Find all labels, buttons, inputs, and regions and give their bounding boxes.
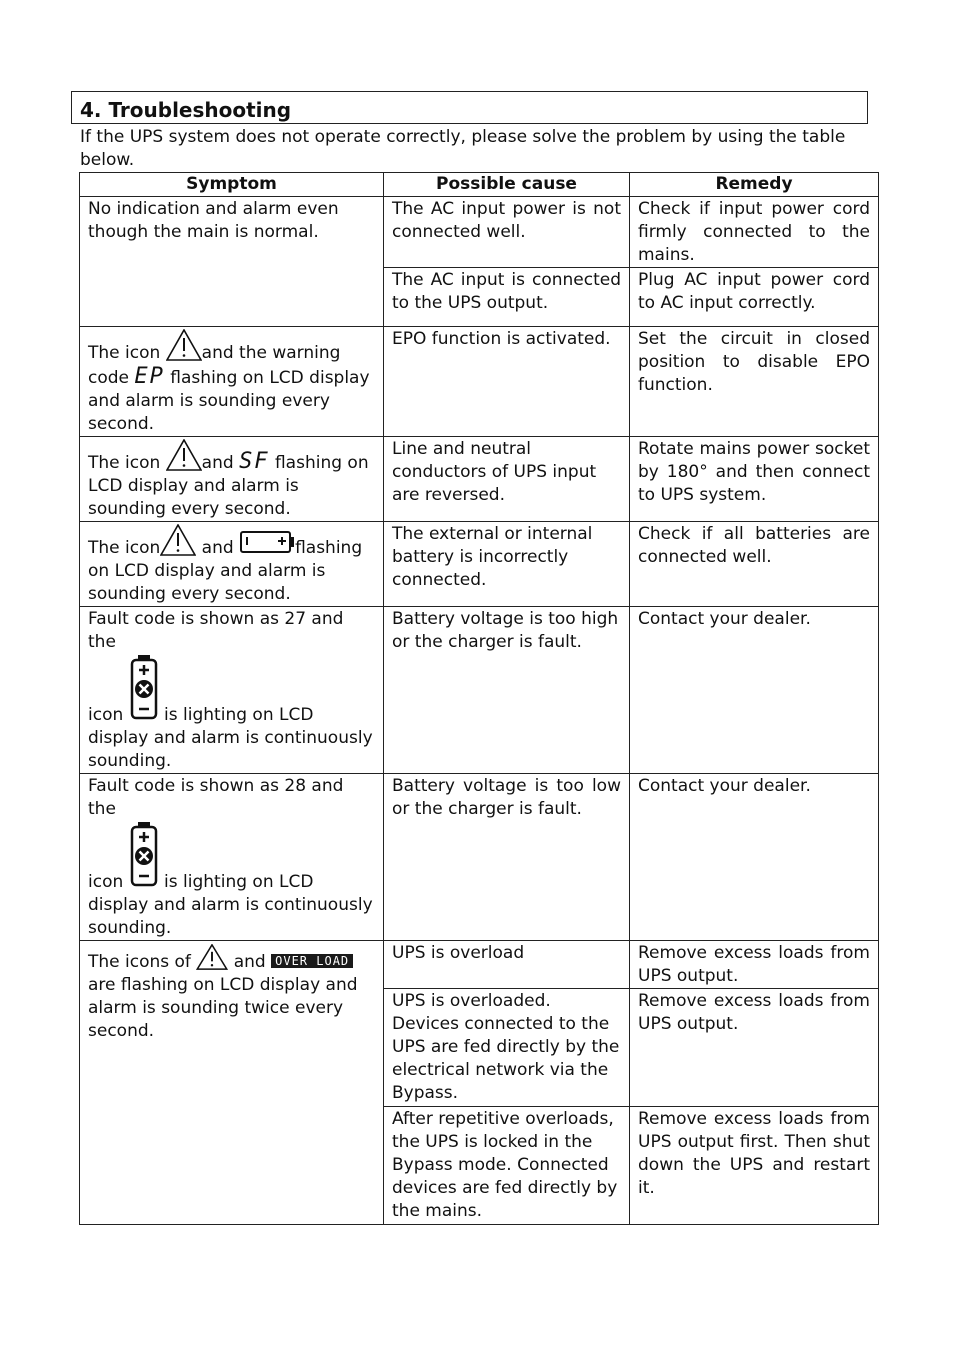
symptom-text: Fault code is shown as 28 and the: [88, 776, 344, 819]
warning-icon: [166, 329, 202, 361]
cause-cell: Line and neutral conductors of UPS input are reversed.: [384, 437, 630, 522]
remedy-cell: Plug AC input power cord to AC input correctly.: [630, 268, 879, 327]
cause-cell: The AC input is connected to the UPS output.: [384, 268, 630, 327]
symptom-text: The icons of: [88, 952, 197, 972]
remedy-cell: Set the circuit in closed position to disable EPO function.: [630, 327, 879, 437]
intro-text: If the UPS system does not operate correctly, please solve the problem by using the table below.: [80, 127, 846, 170]
table-row: [80, 327, 879, 437]
cause-cell: UPS is overloaded. Devices connected to the UPS are fed directly by the electrical network via the Bypass.: [384, 989, 630, 1107]
symptom-cell: [80, 774, 384, 941]
remedy-cell: Contact your dealer.: [630, 607, 879, 774]
symptom-cell: [80, 522, 384, 607]
cause-cell: EPO function is activated.: [384, 327, 630, 437]
troubleshooting-table: [79, 172, 879, 1225]
symptom-text: The icon: [88, 538, 161, 558]
warning-code: SF: [239, 449, 270, 474]
table-row: [80, 774, 879, 941]
warning-icon: [196, 944, 228, 970]
header-cause: Possible cause: [384, 173, 630, 197]
cause-cell: Battery voltage is too low or the charger is fault.: [384, 774, 630, 941]
symptom-text: icon: [88, 872, 129, 892]
symptom-cell: [80, 941, 384, 1225]
symptom-cell: [80, 437, 384, 522]
symptom-text: and: [201, 453, 240, 473]
table-row: [80, 607, 879, 774]
symptom-text: and: [196, 538, 240, 558]
symptom-text: The icon: [88, 343, 166, 363]
symptom-cell: No indication and alarm even though the main is normal.: [80, 197, 384, 327]
header-row: [80, 173, 879, 197]
section-title-box: [71, 91, 868, 124]
cause-cell: The external or internal battery is incorrectly connected.: [384, 522, 630, 607]
symptom-text: icon: [88, 705, 129, 725]
warning-icon: [166, 439, 202, 471]
header-symptom: Symptom: [80, 173, 384, 197]
cause-cell: Battery voltage is too high or the charger is fault.: [384, 607, 630, 774]
symptom-cell: [80, 327, 384, 437]
battery-icon: [239, 530, 295, 556]
table-row: [80, 941, 879, 989]
section-title: 4. Troubleshooting: [80, 98, 292, 122]
symptom-text: flashing on LCD display and alarm is sounding every second.: [88, 538, 363, 604]
warning-icon: [160, 524, 196, 556]
remedy-cell: Remove excess loads from UPS output first. Then shut down the UPS and restart it.: [630, 1107, 879, 1225]
symptom-text: is lighting on LCD display and alarm is continuously sounding.: [88, 705, 373, 771]
warning-code: EP: [134, 364, 165, 389]
table-row: [80, 522, 879, 607]
header-remedy: Remedy: [630, 173, 879, 197]
symptom-text: and: [228, 952, 272, 972]
remedy-cell: Rotate mains power socket by 180° and then connect to UPS system.: [630, 437, 879, 522]
cause-cell: After repetitive overloads, the UPS is locked in the Bypass mode. Connected devices are fed directly by the mains.: [384, 1107, 630, 1225]
table-row: [80, 197, 879, 268]
cause-cell: The AC input power is not connected well.: [384, 197, 630, 268]
remedy-cell: Contact your dealer.: [630, 774, 879, 941]
symptom-text: and the warning code: [88, 343, 341, 388]
battery-fault-icon: [129, 654, 159, 722]
symptom-cell: [80, 607, 384, 774]
remedy-cell: Check if all batteries are connected well.: [630, 522, 879, 607]
symptom-text: are flashing on LCD display and alarm is sounding twice every second.: [88, 975, 358, 1041]
remedy-cell: Remove excess loads from UPS output.: [630, 941, 879, 989]
remedy-cell: Check if input power cord firmly connected to the mains.: [630, 197, 879, 268]
symptom-text: flashing on LCD display and alarm is sounding every second.: [88, 368, 370, 434]
symptom-text: Fault code is shown as 27 and the: [88, 609, 344, 652]
table-row: [80, 437, 879, 522]
overload-badge: OVER LOAD: [271, 954, 353, 968]
symptom-text: is lighting on LCD display and alarm is continuously sounding.: [88, 872, 373, 938]
cause-cell: UPS is overload: [384, 941, 630, 989]
symptom-text: flashing on LCD display and alarm is sounding every second.: [88, 453, 369, 519]
symptom-text: The icon: [88, 453, 166, 473]
remedy-cell: Remove excess loads from UPS output.: [630, 989, 879, 1107]
battery-fault-icon: [129, 821, 159, 889]
